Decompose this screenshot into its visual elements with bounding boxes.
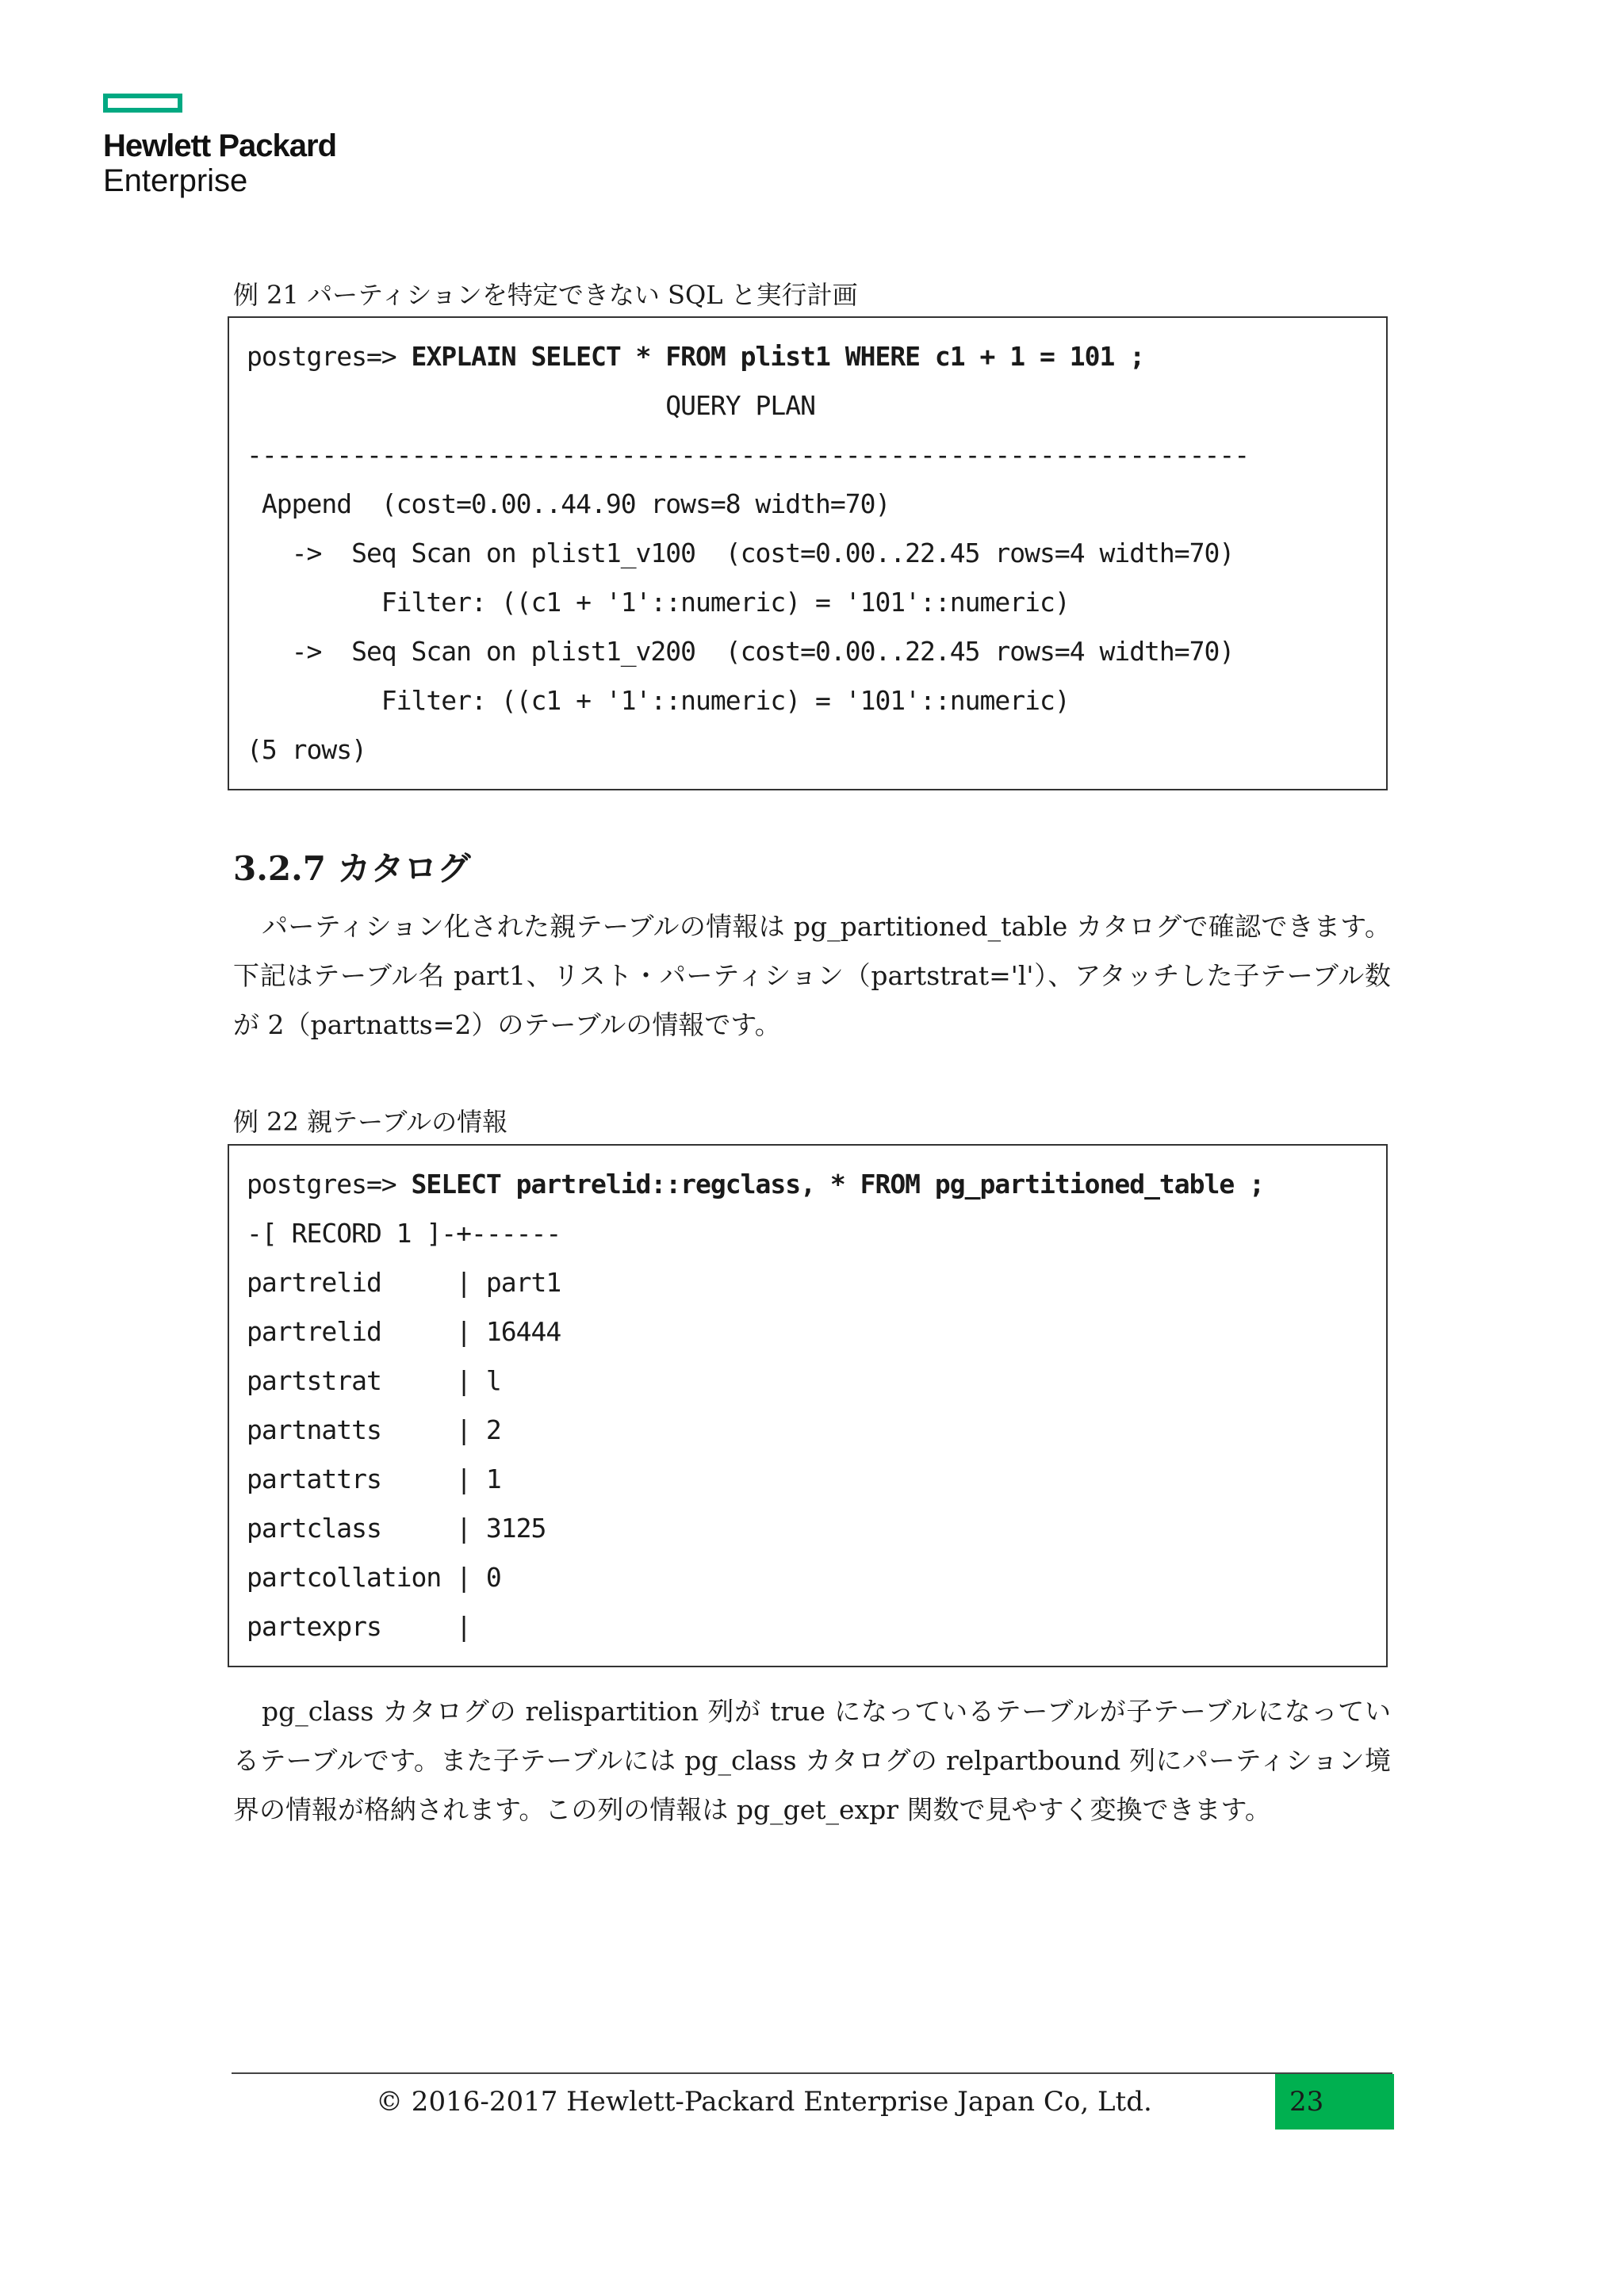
example-22-caption: 例 22 親テーブルの情報 (233, 1107, 508, 1137)
example-21-code-block (228, 316, 1388, 790)
code-line: partrelid | 16444 (247, 1316, 561, 1347)
code-line: -> Seq Scan on plist1_v100 (cost=0.00..22.45 rows=4 width=70) (247, 538, 1235, 568)
code-line: Filter: ((c1 + '1'::numeric) = '101'::numeric) (247, 685, 1070, 716)
code-line: Append (cost=0.00..44.90 rows=8 width=70) (247, 488, 891, 519)
footer-copyright: © 2016-2017 Hewlett-Packard Enterprise Japan Co, Ltd. (376, 2086, 1152, 2118)
code-line: -> Seq Scan on plist1_v200 (cost=0.00..22.45 rows=4 width=70) (247, 636, 1235, 667)
code-line: partclass | 3125 (247, 1513, 546, 1544)
code-line: postgres=> EXPLAIN SELECT * FROM plist1 WHERE c1 + 1 = 101 ; (247, 341, 1145, 372)
code-line: partstrat | l (247, 1365, 501, 1396)
code-line: (5 rows) (247, 734, 366, 765)
sql-command: EXPLAIN SELECT * FROM plist1 WHERE c1 + 1 = 101 ; (411, 341, 1145, 372)
logo-text-line1: Hewlett Packard (103, 128, 337, 163)
logo-text-line2: Enterprise (103, 163, 248, 198)
code-line: postgres=> SELECT partrelid::regclass, * FROM pg_partitioned_table ; (247, 1169, 1265, 1200)
code-line: ------------------------------------------------------------------- (247, 439, 1250, 470)
code-line: QUERY PLAN (247, 390, 815, 421)
example-21-caption: 例 21 パーティションを特定できない SQL と実行計画 (233, 280, 858, 310)
code-line: partcollation | 0 (247, 1562, 501, 1593)
code-line: -[ RECORD 1 ]-+------ (247, 1218, 561, 1249)
example-22-code-block (228, 1144, 1388, 1667)
hpe-logo-mark (103, 94, 182, 113)
body-paragraph: pg_class カタログの relispartition 列が true になっているテーブルが子テーブルになっているテーブルです。また子テーブルには pg_class カタログの relpartbound 列にパーティション境界の情報が格納されます。この列の情報は pg_get_expr 関数で見やすく変換できます。 (233, 1696, 1391, 1825)
hpe-logo (103, 94, 336, 198)
footer-divider (232, 2072, 1392, 2074)
code-line: partattrs | 1 (247, 1464, 501, 1494)
section-heading: 3.2.7 カタログ (233, 849, 471, 888)
code-line: partnatts | 2 (247, 1414, 501, 1445)
code-line: partexprs | (247, 1611, 472, 1642)
code-line: Filter: ((c1 + '1'::numeric) = '101'::numeric) (247, 587, 1070, 618)
sql-command: SELECT partrelid::regclass, * FROM pg_partitioned_table ; (411, 1169, 1265, 1200)
page-number: 23 (1275, 2074, 1394, 2130)
section-paragraph: パーティション化された親テーブルの情報は pg_partitioned_table カタログで確認できます。下記はテーブル名 part1、リスト・パーティション（partstrat='l'）、アタッチした子テーブル数が 2（partnatts=2）のテーブルの情報です。 (233, 911, 1391, 1040)
code-line: partrelid | part1 (247, 1267, 561, 1298)
